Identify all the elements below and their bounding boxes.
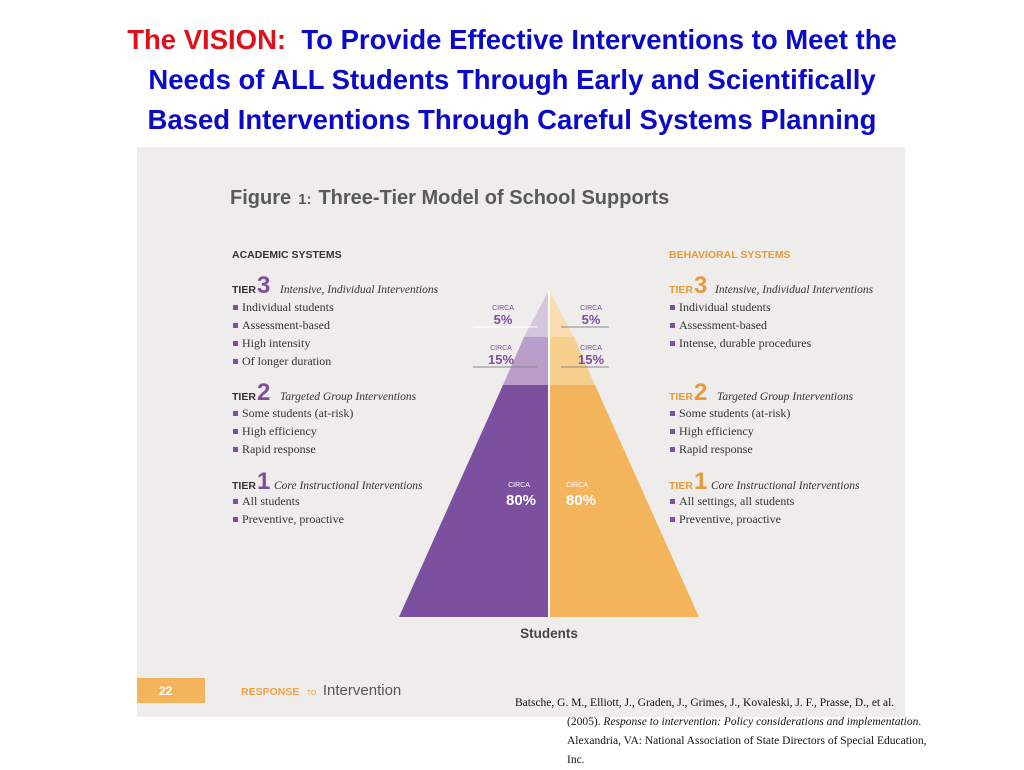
citation-line-1: Batsche, G. M., Elliott, J., Graden, J., Grimes, J., Kovaleski, J. F., Prasse, D., et al.	[515, 697, 895, 709]
tier-name: Targeted Group Interventions	[717, 391, 854, 403]
pyramid-right-tier-3	[549, 290, 574, 337]
svg-text:TIER 1 Core In	[669, 468, 860, 495]
bullet-item: High intensity	[242, 336, 311, 350]
bullet-item: All students	[242, 494, 300, 508]
pyramid-left-tier-3	[524, 290, 549, 337]
svg-text:5%: 5%	[493, 312, 513, 327]
bullet-item: Individual students	[679, 300, 771, 314]
bullet-item: Some students (at-risk)	[242, 406, 354, 420]
svg-text:CIRCA: CIRCA	[566, 482, 588, 489]
svg-text:TIER 2 Targete	[669, 379, 854, 406]
citation-line-2: (2005). Response to intervention: Policy considerations and implementation.	[567, 716, 922, 728]
academic-systems-label: ACADEMIC SYSTEMS	[232, 249, 342, 261]
left-tier-1	[232, 468, 423, 526]
svg-text:CIRCA: CIRCA	[490, 345, 512, 352]
behavioral-systems-label: BEHAVIORAL SYSTEMS	[669, 249, 791, 261]
tier-number: 1	[257, 468, 271, 495]
right-tier-1	[669, 468, 860, 526]
tier-number: 1	[694, 468, 708, 495]
svg-text:CIRCA: CIRCA	[508, 482, 530, 489]
bullet-item: High efficiency	[242, 424, 317, 438]
tier-word: TIER	[232, 391, 256, 403]
svg-text:80%: 80%	[505, 492, 537, 509]
title-lead: The VISION:	[127, 24, 287, 55]
left-tier-2	[232, 379, 417, 456]
title-line-2: Needs of ALL Students Through Early and Scientifically	[148, 64, 876, 95]
svg-text:TIER 3 Intensi	[232, 272, 439, 299]
tier-word: TIER	[232, 284, 256, 296]
three-tier-diagram	[137, 147, 905, 717]
label-15-percent-right	[578, 345, 604, 367]
label-5-percent-right	[580, 305, 602, 327]
citation-line-4: Inc.	[567, 754, 585, 766]
tier-number: 3	[694, 272, 708, 299]
tier-name: Intensive, Individual Interventions	[715, 284, 874, 296]
figure-image	[137, 147, 905, 717]
bullet-item: Rapid response	[242, 442, 316, 456]
svg-text:TIER 1 Core In	[232, 468, 423, 495]
svg-text:80%: 80%	[565, 492, 597, 509]
citation-line-3: Alexandria, VA: National Association of State Directors of Special Education,	[567, 735, 927, 747]
tier-name: Core Instructional Interventions	[711, 480, 860, 492]
bullet-item: Individual students	[242, 300, 334, 314]
svg-text:CIRCA: CIRCA	[580, 345, 602, 352]
left-tier-3	[232, 272, 439, 368]
svg-text:5%: 5%	[581, 312, 601, 327]
tier-word: TIER	[669, 391, 693, 403]
bullet-item: Assessment-based	[242, 318, 330, 332]
svg-text:RESPONSE TO In: RESPONSE TO Intervention	[241, 682, 402, 699]
label-15-percent-left	[488, 345, 514, 367]
right-tier-3	[669, 272, 874, 350]
bullet-item: Assessment-based	[679, 318, 767, 332]
right-tier-2	[669, 379, 854, 456]
tier-name: Core Instructional Interventions	[274, 480, 423, 492]
svg-text:TIER 2 Targete	[232, 379, 417, 406]
tier-name: Intensive, Individual Interventions	[280, 284, 439, 296]
page-number: 22	[159, 684, 173, 698]
citation	[515, 694, 1020, 770]
tier-word: TIER	[232, 480, 256, 492]
svg-text:15%: 15%	[487, 352, 515, 367]
figure-footer	[137, 678, 401, 703]
bullet-item: Preventive, proactive	[679, 512, 781, 526]
tier-word: TIER	[669, 480, 693, 492]
bullet-item: All settings, all students	[679, 494, 795, 508]
bullet-item: Intense, durable procedures	[679, 336, 812, 350]
title-line-1: To Provide Effective Interventions to Meet the	[301, 24, 897, 55]
svg-text:CIRCA: CIRCA	[580, 305, 602, 312]
label-5-percent-left	[492, 305, 514, 327]
tier-word: TIER	[669, 284, 693, 296]
tier-name: Targeted Group Interventions	[280, 391, 417, 403]
figure-heading: Figure 1: Three-Tier Model of School Supports	[230, 187, 670, 209]
svg-text:15%: 15%	[577, 352, 605, 367]
tier-number: 2	[257, 379, 271, 406]
slide-title	[0, 20, 1024, 140]
bullet-item: Of longer duration	[242, 354, 332, 368]
bullet-item: Some students (at-risk)	[679, 406, 791, 420]
svg-text:TIER 3 Intensi	[669, 272, 874, 299]
bullet-item: Preventive, proactive	[242, 512, 344, 526]
students-label: Students	[520, 626, 578, 641]
tier-number: 3	[257, 272, 271, 299]
svg-text:CIRCA: CIRCA	[492, 305, 514, 312]
tier-number: 2	[694, 379, 708, 406]
bullet-item: Rapid response	[679, 442, 753, 456]
title-line-3: Based Interventions Through Careful Systems Planning	[147, 104, 877, 135]
pyramid	[399, 290, 699, 641]
bullet-item: High efficiency	[679, 424, 754, 438]
